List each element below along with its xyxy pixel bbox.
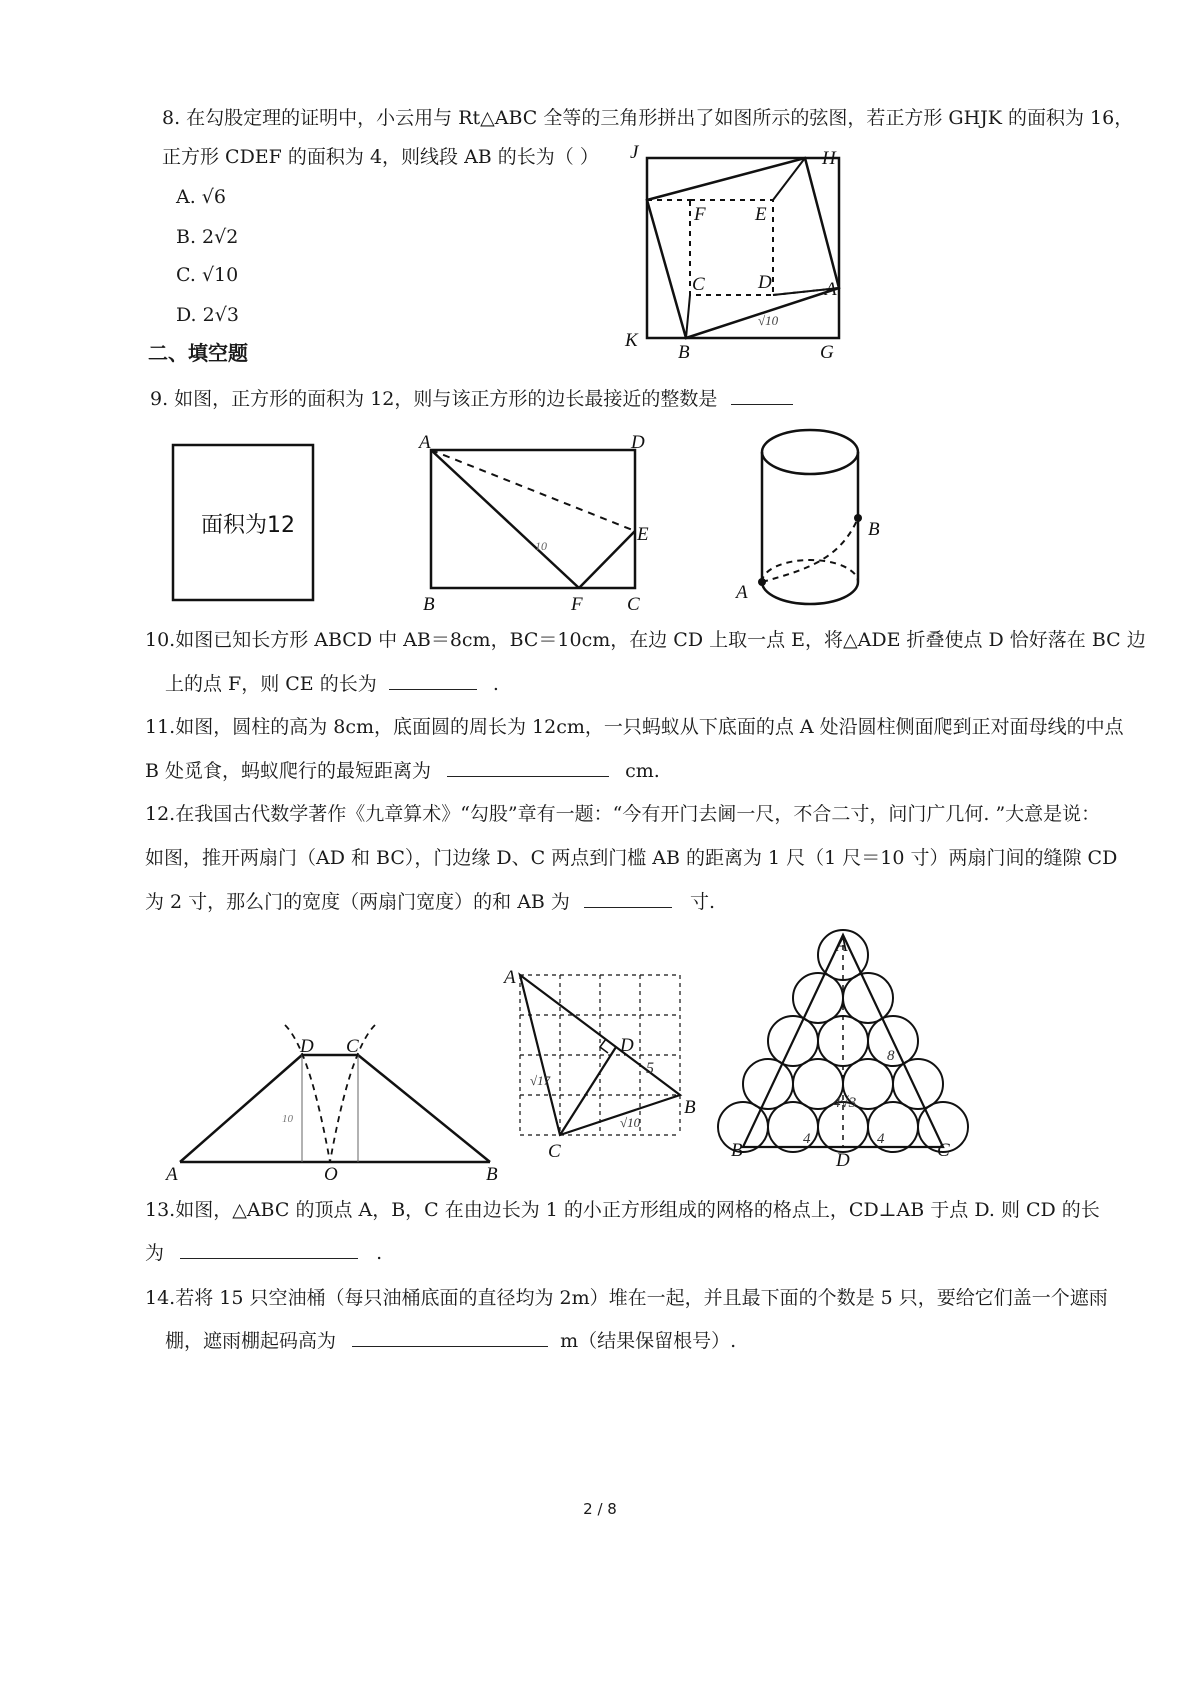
q12-line2: 如图，推开两扇门（AD 和 BC），门边缘 D、C 两点到门槛 AB 的距离为 1 尺（1 尺＝10 寸）两扇门间的缝隙 CD — [145, 847, 1118, 869]
q14-line2 — [165, 1328, 736, 1353]
q14-note-4: 4 — [877, 1131, 885, 1147]
q13-figure — [500, 965, 705, 1175]
q10-line2 — [165, 671, 499, 696]
q8-label-k: K — [625, 330, 638, 351]
q9-line — [150, 386, 793, 411]
q14-label-a: A — [836, 935, 848, 956]
q10-note: 10 — [535, 539, 547, 553]
q14-label-d: D — [836, 1150, 850, 1171]
q13-answer-blank — [180, 1240, 358, 1259]
q10-figure — [415, 428, 665, 618]
q12-figure — [160, 1010, 510, 1185]
q11-unit: cm. — [625, 760, 660, 782]
q11-line1: 11.如图，圆柱的高为 8cm，底面圆的周长为 12cm，一只蚂蚁从下底面的点 A 处沿圆柱侧面爬到正对面母线的中点 — [145, 716, 1124, 738]
q14-note-1: 8 — [887, 1048, 895, 1064]
q9-figure — [165, 440, 325, 610]
q8-label-g: G — [820, 342, 834, 363]
q8-label-j: J — [630, 142, 639, 163]
q8-line2: 正方形 CDEF 的面积为 4，则线段 AB 的长为（ ） — [162, 146, 599, 168]
q8-label-f: F — [694, 204, 706, 225]
q8-line1: 8. 在勾股定理的证明中，小云用与 Rt△ABC 全等的三角形拼出了如图所示的弦图，若正方形 GHJK 的面积为 16， — [162, 107, 1134, 129]
q8-option-d: D. 2√3 — [176, 304, 239, 326]
q12-label-d: D — [300, 1036, 314, 1057]
q14-answer-blank — [352, 1328, 548, 1347]
q10-label-d: D — [631, 432, 645, 453]
q11-answer-blank — [447, 758, 609, 777]
page-number: 2 / 8 — [583, 1500, 617, 1518]
q13-period: . — [376, 1242, 383, 1264]
q8-label-b: B — [678, 342, 690, 363]
q13-note-2: √17 — [530, 1073, 551, 1088]
q8-note: √10 — [758, 313, 779, 328]
q8-label-e: E — [755, 204, 767, 225]
q14-label-b: B — [731, 1140, 743, 1161]
q10-text: 上的点 F，则 CE 的长为 — [165, 673, 377, 695]
q12-answer-blank — [584, 889, 672, 908]
q14-note-3: 4 — [803, 1131, 811, 1147]
q8-option-b: B. 2√2 — [176, 226, 239, 248]
q14-label-c: C — [937, 1140, 950, 1161]
q8-label-d: D — [758, 272, 772, 293]
q8-label-c: C — [692, 274, 705, 295]
q13-line2 — [145, 1240, 382, 1265]
q14-note-2: 4√3 — [833, 1095, 857, 1111]
q10-answer-blank — [389, 671, 477, 690]
q11-text: B 处觅食，蚂蚁爬行的最短距离为 — [145, 760, 432, 782]
q10-label-e: E — [637, 524, 649, 545]
q12-label-o: O — [324, 1164, 338, 1185]
q12-line1: 12.在我国古代数学著作《九章算术》“勾股”章有一题：“今有开门去阃一尺，不合二寸，问门广几何. ”大意是说： — [145, 803, 1101, 825]
q14-figure — [715, 925, 975, 1180]
q12-note: 10 — [282, 1113, 293, 1125]
q12-label-a: A — [166, 1164, 178, 1185]
q12-label-c: C — [346, 1036, 359, 1057]
q10-line1: 10.如图已知长方形 ABCD 中 AB＝8cm，BC＝10cm，在边 CD 上取一点 E，将△ADE 折叠使点 D 恰好落在 BC 边 — [145, 629, 1146, 651]
q12-label-b: B — [486, 1164, 498, 1185]
q8-label-h: H — [822, 148, 836, 169]
q13-label-c: C — [548, 1141, 561, 1162]
q14-line1: 14.若将 15 只空油桶（每只油桶底面的直径均为 2m）堆在一起，并且最下面的个数是 5 只，要给它们盖一个遮雨 — [145, 1287, 1108, 1309]
q10-period: . — [492, 673, 499, 695]
q8-option-c: C. √10 — [176, 264, 239, 286]
q12-unit: 寸. — [690, 891, 716, 913]
q14-text: 棚，遮雨棚起码高为 — [165, 1330, 337, 1352]
q13-label-d: D — [620, 1035, 634, 1056]
q11-line2 — [145, 758, 660, 783]
q10-label-c: C — [627, 594, 640, 615]
q10-label-f: F — [571, 594, 583, 615]
q11-label-b: B — [868, 519, 880, 540]
q13-label-a: A — [504, 967, 516, 988]
q9-answer-blank — [731, 386, 793, 405]
section-title: 二、填空题 — [148, 341, 248, 365]
q12-line3 — [145, 889, 715, 914]
q9-square-label: 面积为12 — [201, 513, 295, 538]
q8-figure — [620, 140, 850, 365]
q14-unit: m（结果保留根号）. — [560, 1330, 737, 1352]
q8-option-a: A. √6 — [176, 186, 226, 208]
q13-line1: 13.如图，△ABC 的顶点 A，B，C 在由边长为 1 的小正方形组成的网格的格点上，CD⊥AB 于点 D. 则 CD 的长 — [145, 1199, 1100, 1221]
q8-label-a: A — [825, 279, 837, 300]
q11-label-a: A — [736, 582, 748, 603]
q10-label-b: B — [423, 594, 435, 615]
q12-text: 为 2 寸，那么门的宽度（两扇门宽度）的和 AB 为 — [145, 891, 570, 913]
q11-figure — [730, 420, 900, 615]
q9-text: 9. 如图，正方形的面积为 12，则与该正方形的边长最接近的整数是 — [150, 388, 718, 410]
q13-note-1: 5 — [646, 1060, 654, 1077]
q13-text: 为 — [145, 1242, 165, 1264]
q13-note-3: √10 — [620, 1115, 641, 1130]
q10-label-a: A — [419, 432, 431, 453]
q13-label-b: B — [684, 1097, 696, 1118]
